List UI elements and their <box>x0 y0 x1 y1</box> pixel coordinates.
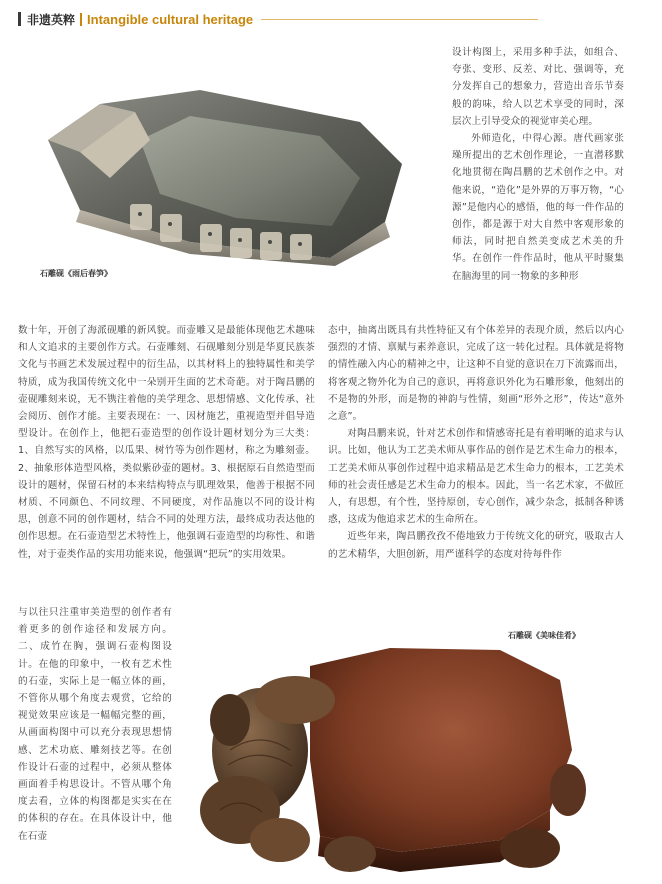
inkstone-bamboo-shoot-photo <box>40 82 410 267</box>
paragraph-right-top-2: 外师造化，中得心源。唐代画家张璪所提出的艺术创作理论，一直潜移默化地贯彻在陶昌鹏的艺术创作之中。对他来说，“造化”是外界的万事万物，“心源”是他内心的感悟，他的每一件作品的创作，都是源于对大自然中客观形象的师法，同时把自然美变成艺术美的升华。在创作一件作品时，他从平时聚集在脑海里的同一物象的多种形 <box>452 133 624 282</box>
header-separator <box>80 13 82 26</box>
paragraph-right-mid-2: 对陶昌鹏来说，针对艺术创作和情感寄托是有着明晰的追求与认识。比如，他认为工艺美术师从事作品的创作是艺术生命力的根本，工艺美术师从事创作过程中追求精品是艺术生命力的根本，工艺美术师的社会责任感是艺术生命力的根本。因此，当一名艺术家，不做匠人，有思想，有个性，坚持原创，专心创作，减少杂念，抵制各种诱惑，这成为他追求艺术的生命所在。 <box>328 428 624 526</box>
section-title-cn: 非遗英粹 <box>27 12 76 27</box>
paragraph-right-mid-3: 近些年来，陶昌鹏孜孜不倦地致力于传统文化的研究，吸取古人的艺术精华，大胆创新，用严谨科学的态度对待每件作 <box>328 531 624 560</box>
header-bar-mark <box>18 12 21 26</box>
paragraph-right-mid-1: 态中，抽离出既具有共性特征又有个体差异的表现介质，然后以内心强烈的才情、禀赋与素养意识，完成了这一转化过程。具体就是将物的情性融入内心的精神之中，让这种不自觉的意识在刀下流露而出，将客观之物外化为自己的意识，再将意识外化为石雕形象，他刻出的不是物的外形，而是物的神韵与性情，刻画“形外之形”，传达“意外之意”。 <box>328 325 624 423</box>
caption-top-inkstone: 石雕砚《雨后春笋》 <box>40 269 112 278</box>
section-header <box>18 8 538 30</box>
text-column-left-mid <box>18 322 315 563</box>
header-rule <box>261 19 538 20</box>
text-column-left-bottom <box>18 604 172 845</box>
paragraph-left-mid: 数十年，开创了海派砚雕的新风貌。而壶雕又是最能体现他艺术趣味和人文追求的主要创作方式。石壶雕刻、石砚雕刻分别是华夏民族茶文化与书画艺术发展过程中的衍生品，以其材料上的独特属性和美学特质，成为我国传统文化中一朵别开生面的艺术奇葩。对于陶昌鹏的壶砚雕刻来说，无不镌注着他的美学理念、思想情感、文化传承、社会阅历、创作才能。主要表现在：一、因材施艺，重视造型并倡导造型设计。在创作上，他把石壶造型的创作设计题材划分为三大类：1、自然写实的风格，以瓜果、树竹等为创作题材，称之为雕刻壶。2、抽象形体造型风格，类似紫砂壶的题材。3、根据原石自然造型而设计的题材，保留石材的本来结构特点与肌理效果，他善于根据不同材质、不同颜色、不同纹理、不同硬度，对作品施以不同的设计构思，创意不同的创作题材，结合不同的处理方法，最终成功表达他的创作思想。在石壶造型艺术特性上，他强调石壶造型的均称性、和谐性，对于壶类作品的实用功能来说，他强调“把玩”的实用效果。 <box>18 325 315 560</box>
text-column-right-mid <box>328 322 624 563</box>
text-column-right-top <box>452 44 624 285</box>
caption-bottom-inkstone: 石雕砚《美味佳肴》 <box>508 631 580 640</box>
inkstone-delicacy-photo <box>200 640 592 880</box>
section-title-en: Intangible cultural heritage <box>87 11 254 27</box>
paragraph-left-bottom: 与以往只注重审美造型的创作者有着更多的创作途径和发展方向。二、成竹在胸，强调石壶构图设计。在他的印象中，一枚有艺术性的石壶，实际上是一幅立体的画，不管你从哪个角度去观赏，它给的视觉效果应该是一幅幅完整的画，从画面构图中可以充分表现思想情感、艺术功底、雕刻技艺等。在创作设计石壶的过程中，必须从整体画面着手构思设计。不管从哪个角度去看，立体的构图都是实实在在的体积的存在。在具体设计中，他在石壶 <box>18 607 172 842</box>
paragraph-right-top: 设计构图上，采用多种手法，如组合、夸张、变形、反差、对比、强调等，充分发挥自己的想象力，营造出音乐节奏般的韵味，给人以艺术享受的同时，深层次上引导受众的视觉审美心理。 <box>452 47 624 127</box>
